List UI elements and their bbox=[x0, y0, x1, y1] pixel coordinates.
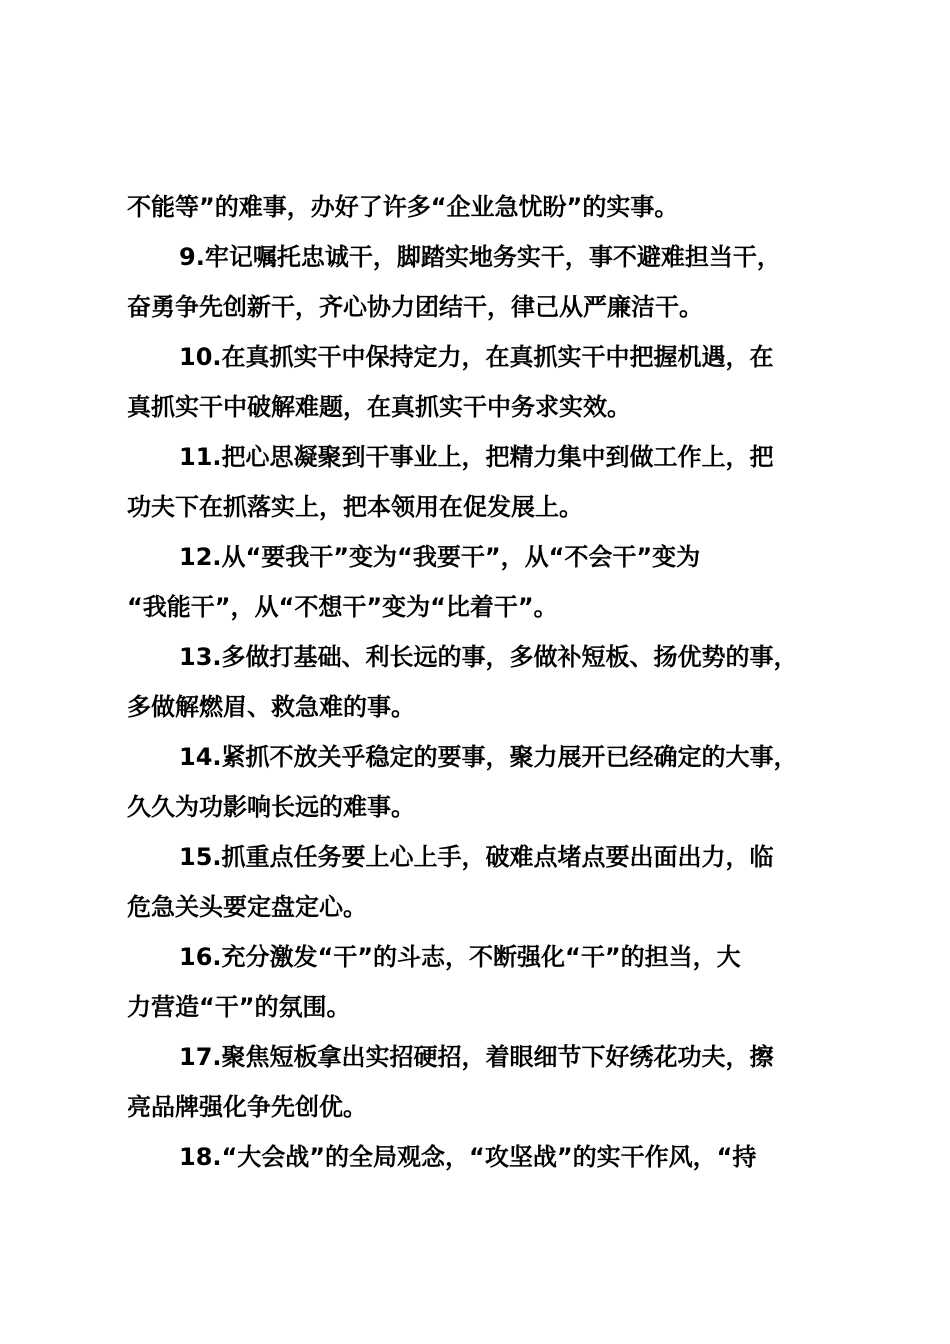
text-line-item-13-end: 多做解燃眉、救急难的事。 bbox=[127, 693, 415, 721]
text-line-item-9-start: 9.牢记嘱托忠诚干，脚踏实地务实干，事不避难担当干， bbox=[179, 243, 781, 271]
text-line-item-18-start: 18.“大会战”的全局观念，“攻坚战”的实干作风，“持 bbox=[179, 1143, 757, 1171]
text-line-item-17-start: 17.聚焦短板拿出实招硬招，着眼细节下好绣花功夫，擦 bbox=[179, 1043, 774, 1071]
text-line-item-12-start: 12.从“要我干”变为“我要干”，从“不会干”变为 bbox=[179, 543, 701, 571]
text-line-item-10-end: 真抓实干中破解难题，在真抓实干中务求实效。 bbox=[127, 393, 631, 421]
text-line-item-14-end: 久久为功影响长远的难事。 bbox=[127, 793, 415, 821]
text-line-item-16-end: 力营造“干”的氛围。 bbox=[127, 993, 351, 1021]
text-line-item-10-start: 10.在真抓实干中保持定力，在真抓实干中把握机遇，在 bbox=[179, 343, 774, 371]
text-line-item-15-end: 危急关头要定盘定心。 bbox=[127, 893, 367, 921]
text-line-item-11-end: 功夫下在抓落实上，把本领用在促发展上。 bbox=[127, 493, 583, 521]
text-line-item-17-end: 亮品牌强化争先创优。 bbox=[127, 1093, 367, 1121]
text-line-item-11-start: 11.把心思凝聚到干事业上，把精力集中到做工作上，把 bbox=[179, 443, 774, 471]
text-line-item-13-start: 13.多做打基础、利长远的事，多做补短板、扬优势的事， bbox=[179, 643, 798, 671]
text-line-item-9-end: 奋勇争先创新干，齐心协力团结干，律己从严廉洁干。 bbox=[127, 293, 703, 321]
text-line-item-16-start: 16.充分激发“干”的斗志，不断强化“干”的担当，大 bbox=[179, 943, 741, 971]
text-line-continuation: 不能等”的难事，办好了许多“企业急忧盼”的实事。 bbox=[127, 193, 679, 221]
document-body bbox=[127, 182, 837, 1182]
text-line-item-14-start: 14.紧抓不放关乎稳定的要事，聚力展开已经确定的大事， bbox=[179, 743, 798, 771]
text-line-item-15-start: 15.抓重点任务要上心上手，破难点堵点要出面出力，临 bbox=[179, 843, 774, 871]
text-line-item-12-end: “我能干”，从“不想干”变为“比着干”。 bbox=[127, 593, 558, 621]
